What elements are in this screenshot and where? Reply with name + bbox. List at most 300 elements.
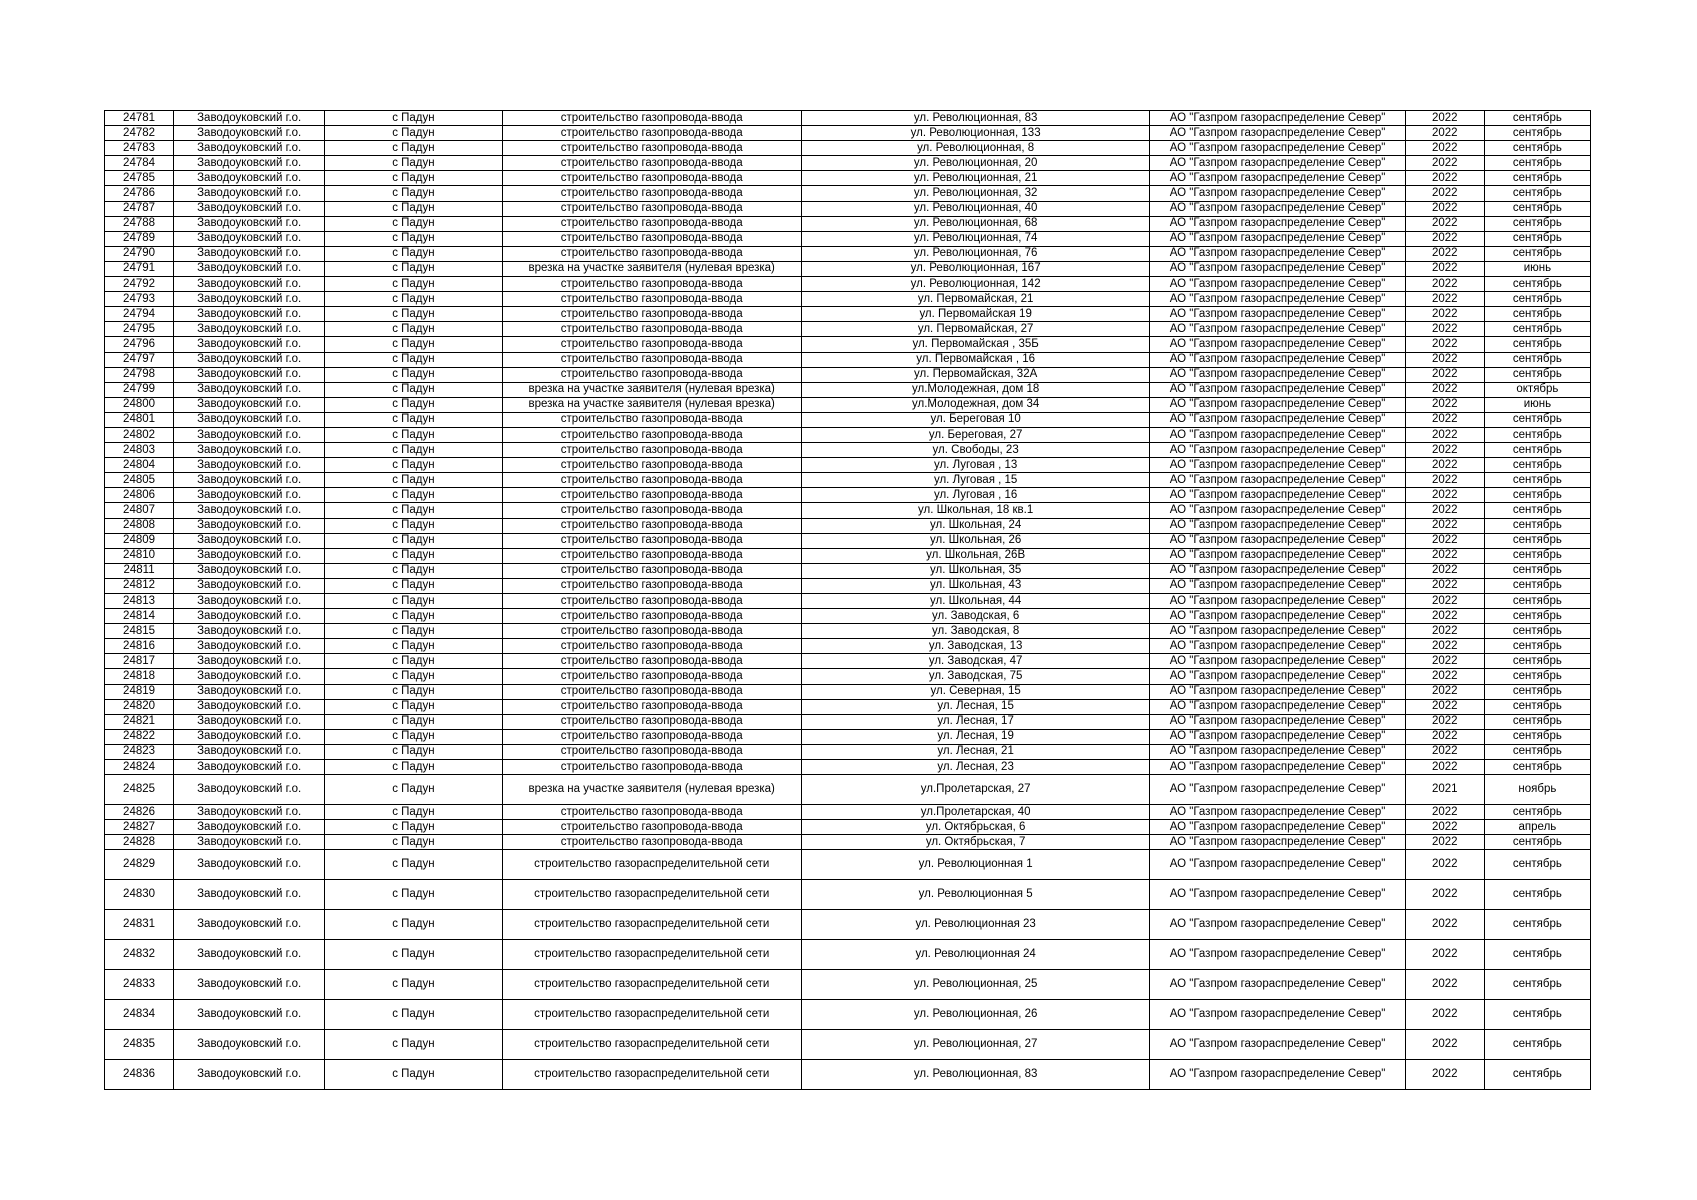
table-row [105, 186, 1591, 201]
cell-organization: АО "Газпром газораспределение Север" [1150, 126, 1405, 141]
cell-organization: АО "Газпром газораспределение Север" [1150, 548, 1405, 563]
cell-number: 24792 [105, 277, 174, 292]
cell-district: Заводоуковский г.о. [174, 292, 325, 307]
cell-address: ул. Заводская, 75 [801, 669, 1149, 684]
cell-district: Заводоуковский г.о. [174, 126, 325, 141]
cell-work-type: строительство газопровода-ввода [502, 760, 801, 775]
cell-month: сентябрь [1484, 231, 1590, 246]
cell-month: сентябрь [1484, 699, 1590, 714]
cell-district: Заводоуковский г.о. [174, 412, 325, 427]
cell-year: 2022 [1405, 533, 1484, 548]
cell-work-type: строительство газопровода-ввода [502, 805, 801, 820]
cell-district: Заводоуковский г.о. [174, 277, 325, 292]
cell-district: Заводоуковский г.о. [174, 639, 325, 654]
cell-settlement: с Падун [325, 578, 502, 593]
cell-district: Заводоуковский г.о. [174, 111, 325, 126]
cell-number: 24835 [105, 1030, 174, 1060]
cell-month: сентябрь [1484, 458, 1590, 473]
cell-settlement: с Падун [325, 503, 502, 518]
cell-settlement: с Падун [325, 820, 502, 835]
cell-month: сентябрь [1484, 141, 1590, 156]
cell-settlement: с Падун [325, 760, 502, 775]
cell-address: ул. Первомайская 19 [801, 307, 1149, 322]
cell-year: 2022 [1405, 352, 1484, 367]
cell-year: 2022 [1405, 201, 1484, 216]
cell-district: Заводоуковский г.о. [174, 186, 325, 201]
cell-address: ул. Революционная, 68 [801, 216, 1149, 231]
cell-work-type: строительство газопровода-ввода [502, 292, 801, 307]
cell-work-type: строительство газораспределительной сети [502, 880, 801, 910]
cell-district: Заводоуковский г.о. [174, 261, 325, 276]
cell-district: Заводоуковский г.о. [174, 729, 325, 744]
cell-year: 2022 [1405, 729, 1484, 744]
cell-address: ул. Школьная, 44 [801, 594, 1149, 609]
cell-work-type: врезка на участке заявителя (нулевая врезка) [502, 775, 801, 805]
cell-year: 2022 [1405, 624, 1484, 639]
cell-number: 24810 [105, 548, 174, 563]
table-row [105, 458, 1591, 473]
table-row [105, 503, 1591, 518]
table-row [105, 141, 1591, 156]
table-row [105, 201, 1591, 216]
cell-organization: АО "Газпром газораспределение Север" [1150, 397, 1405, 412]
cell-work-type: строительство газопровода-ввода [502, 548, 801, 563]
cell-organization: АО "Газпром газораспределение Север" [1150, 533, 1405, 548]
cell-year: 2022 [1405, 563, 1484, 578]
cell-address: ул. Лесная, 17 [801, 714, 1149, 729]
table-row [105, 277, 1591, 292]
cell-month: сентябрь [1484, 805, 1590, 820]
cell-month: июнь [1484, 397, 1590, 412]
table-row [105, 352, 1591, 367]
table-row [105, 367, 1591, 382]
cell-organization: АО "Газпром газораспределение Север" [1150, 307, 1405, 322]
table-row [105, 1030, 1591, 1060]
cell-year: 2022 [1405, 760, 1484, 775]
cell-year: 2022 [1405, 684, 1484, 699]
cell-work-type: строительство газопровода-ввода [502, 186, 801, 201]
cell-district: Заводоуковский г.о. [174, 533, 325, 548]
cell-year: 2022 [1405, 473, 1484, 488]
table-row [105, 518, 1591, 533]
cell-year: 2022 [1405, 1000, 1484, 1030]
table-row [105, 940, 1591, 970]
cell-settlement: с Падун [325, 412, 502, 427]
cell-district: Заводоуковский г.о. [174, 307, 325, 322]
cell-address: ул. Школьная, 35 [801, 563, 1149, 578]
table-body [105, 111, 1591, 1090]
cell-settlement: с Падун [325, 639, 502, 654]
cell-work-type: строительство газопровода-ввода [502, 216, 801, 231]
cell-district: Заводоуковский г.о. [174, 1030, 325, 1060]
cell-settlement: с Падун [325, 654, 502, 669]
cell-month: сентябрь [1484, 594, 1590, 609]
cell-address: ул. Первомайская, 21 [801, 292, 1149, 307]
cell-work-type: строительство газопровода-ввода [502, 367, 801, 382]
cell-year: 2022 [1405, 488, 1484, 503]
cell-organization: АО "Газпром газораспределение Север" [1150, 246, 1405, 261]
cell-district: Заводоуковский г.о. [174, 443, 325, 458]
cell-work-type: строительство газораспределительной сети [502, 940, 801, 970]
cell-number: 24806 [105, 488, 174, 503]
cell-year: 2022 [1405, 186, 1484, 201]
cell-district: Заводоуковский г.о. [174, 171, 325, 186]
cell-settlement: с Падун [325, 186, 502, 201]
cell-district: Заводоуковский г.о. [174, 458, 325, 473]
cell-year: 2022 [1405, 594, 1484, 609]
cell-work-type: строительство газопровода-ввода [502, 337, 801, 352]
cell-number: 24785 [105, 171, 174, 186]
table-row [105, 1000, 1591, 1030]
table-row [105, 578, 1591, 593]
cell-address: ул. Революционная, 74 [801, 231, 1149, 246]
cell-work-type: строительство газопровода-ввода [502, 307, 801, 322]
table-row [105, 654, 1591, 669]
cell-work-type: строительство газопровода-ввода [502, 231, 801, 246]
cell-month: сентябрь [1484, 654, 1590, 669]
cell-address: ул. Революционная, 25 [801, 970, 1149, 1000]
cell-district: Заводоуковский г.о. [174, 609, 325, 624]
cell-month: сентябрь [1484, 1060, 1590, 1090]
cell-number: 24782 [105, 126, 174, 141]
cell-year: 2022 [1405, 427, 1484, 442]
cell-address: ул.Пролетарская, 27 [801, 775, 1149, 805]
cell-year: 2022 [1405, 940, 1484, 970]
table-row [105, 246, 1591, 261]
cell-district: Заводоуковский г.о. [174, 699, 325, 714]
cell-number: 24811 [105, 563, 174, 578]
cell-month: сентябрь [1484, 322, 1590, 337]
cell-work-type: строительство газопровода-ввода [502, 714, 801, 729]
cell-number: 24829 [105, 850, 174, 880]
cell-address: ул. Школьная, 24 [801, 518, 1149, 533]
cell-year: 2022 [1405, 216, 1484, 231]
cell-work-type: строительство газопровода-ввода [502, 277, 801, 292]
cell-work-type: строительство газопровода-ввода [502, 352, 801, 367]
cell-district: Заводоуковский г.о. [174, 367, 325, 382]
cell-address: ул. Первомайская , 16 [801, 352, 1149, 367]
cell-number: 24797 [105, 352, 174, 367]
cell-address: ул. Школьная, 26В [801, 548, 1149, 563]
cell-settlement: с Падун [325, 488, 502, 503]
cell-year: 2022 [1405, 397, 1484, 412]
cell-address: ул. Школьная, 18 кв.1 [801, 503, 1149, 518]
cell-month: сентябрь [1484, 684, 1590, 699]
table-row [105, 744, 1591, 759]
cell-number: 24824 [105, 760, 174, 775]
cell-number: 24803 [105, 443, 174, 458]
cell-district: Заводоуковский г.о. [174, 427, 325, 442]
cell-year: 2022 [1405, 744, 1484, 759]
cell-number: 24818 [105, 669, 174, 684]
cell-district: Заводоуковский г.о. [174, 382, 325, 397]
cell-organization: АО "Газпром газораспределение Север" [1150, 624, 1405, 639]
cell-address: ул. Луговая , 16 [801, 488, 1149, 503]
cell-month: сентябрь [1484, 337, 1590, 352]
cell-year: 2022 [1405, 639, 1484, 654]
cell-month: октябрь [1484, 382, 1590, 397]
cell-district: Заводоуковский г.о. [174, 805, 325, 820]
cell-address: ул. Революционная, 8 [801, 141, 1149, 156]
cell-year: 2022 [1405, 171, 1484, 186]
cell-month: апрель [1484, 820, 1590, 835]
cell-district: Заводоуковский г.о. [174, 1000, 325, 1030]
table-row [105, 292, 1591, 307]
cell-month: сентябрь [1484, 624, 1590, 639]
cell-year: 2022 [1405, 910, 1484, 940]
cell-year: 2022 [1405, 307, 1484, 322]
cell-organization: АО "Газпром газораспределение Север" [1150, 880, 1405, 910]
cell-number: 24830 [105, 880, 174, 910]
cell-month: сентябрь [1484, 970, 1590, 1000]
table-row [105, 443, 1591, 458]
table-row [105, 488, 1591, 503]
cell-district: Заводоуковский г.о. [174, 850, 325, 880]
table-row [105, 171, 1591, 186]
cell-settlement: с Падун [325, 322, 502, 337]
table-row [105, 231, 1591, 246]
cell-year: 2022 [1405, 805, 1484, 820]
cell-address: ул. Береговая, 27 [801, 427, 1149, 442]
cell-year: 2022 [1405, 850, 1484, 880]
cell-address: ул. Первомайская, 27 [801, 322, 1149, 337]
cell-number: 24783 [105, 141, 174, 156]
cell-number: 24790 [105, 246, 174, 261]
cell-year: 2022 [1405, 699, 1484, 714]
table-row [105, 775, 1591, 805]
table-row [105, 760, 1591, 775]
table-row [105, 261, 1591, 276]
cell-district: Заводоуковский г.о. [174, 548, 325, 563]
cell-settlement: с Падун [325, 126, 502, 141]
cell-month: ноябрь [1484, 775, 1590, 805]
cell-month: сентябрь [1484, 760, 1590, 775]
cell-year: 2022 [1405, 578, 1484, 593]
cell-work-type: строительство газопровода-ввода [502, 111, 801, 126]
cell-district: Заводоуковский г.о. [174, 563, 325, 578]
cell-organization: АО "Газпром газораспределение Север" [1150, 744, 1405, 759]
cell-month: сентябрь [1484, 578, 1590, 593]
table-row [105, 533, 1591, 548]
cell-address: ул. Революционная 1 [801, 850, 1149, 880]
cell-number: 24822 [105, 729, 174, 744]
cell-district: Заводоуковский г.о. [174, 654, 325, 669]
cell-number: 24815 [105, 624, 174, 639]
cell-settlement: с Падун [325, 141, 502, 156]
cell-address: ул. Революционная, 27 [801, 1030, 1149, 1060]
cell-work-type: врезка на участке заявителя (нулевая врезка) [502, 382, 801, 397]
cell-number: 24801 [105, 412, 174, 427]
cell-address: ул. Заводская, 8 [801, 624, 1149, 639]
cell-work-type: строительство газопровода-ввода [502, 654, 801, 669]
table-row [105, 624, 1591, 639]
cell-organization: АО "Газпром газораспределение Север" [1150, 231, 1405, 246]
cell-settlement: с Падун [325, 775, 502, 805]
cell-organization: АО "Газпром газораспределение Север" [1150, 1060, 1405, 1090]
cell-district: Заводоуковский г.о. [174, 940, 325, 970]
cell-number: 24825 [105, 775, 174, 805]
cell-settlement: с Падун [325, 880, 502, 910]
cell-district: Заводоуковский г.о. [174, 322, 325, 337]
cell-address: ул. Революционная, 32 [801, 186, 1149, 201]
cell-year: 2022 [1405, 548, 1484, 563]
cell-settlement: с Падун [325, 307, 502, 322]
cell-address: ул. Революционная, 76 [801, 246, 1149, 261]
cell-address: ул. Революционная, 167 [801, 261, 1149, 276]
table-row [105, 729, 1591, 744]
cell-address: ул. Революционная 24 [801, 940, 1149, 970]
cell-settlement: с Падун [325, 624, 502, 639]
cell-year: 2022 [1405, 292, 1484, 307]
cell-number: 24819 [105, 684, 174, 699]
table-row [105, 669, 1591, 684]
cell-month: сентябрь [1484, 443, 1590, 458]
cell-organization: АО "Газпром газораспределение Север" [1150, 322, 1405, 337]
cell-month: сентябрь [1484, 126, 1590, 141]
cell-work-type: строительство газопровода-ввода [502, 820, 801, 835]
cell-address: ул. Революционная 5 [801, 880, 1149, 910]
cell-district: Заводоуковский г.о. [174, 624, 325, 639]
cell-year: 2022 [1405, 126, 1484, 141]
cell-year: 2022 [1405, 277, 1484, 292]
cell-year: 2022 [1405, 880, 1484, 910]
cell-organization: АО "Газпром газораспределение Север" [1150, 760, 1405, 775]
cell-address: ул. Лесная, 15 [801, 699, 1149, 714]
cell-district: Заводоуковский г.о. [174, 488, 325, 503]
cell-settlement: с Падун [325, 805, 502, 820]
cell-month: июнь [1484, 261, 1590, 276]
cell-year: 2022 [1405, 246, 1484, 261]
cell-work-type: строительство газопровода-ввода [502, 156, 801, 171]
cell-year: 2022 [1405, 1060, 1484, 1090]
cell-district: Заводоуковский г.о. [174, 503, 325, 518]
table-row [105, 639, 1591, 654]
cell-month: сентябрь [1484, 880, 1590, 910]
cell-settlement: с Падун [325, 548, 502, 563]
cell-settlement: с Падун [325, 397, 502, 412]
cell-work-type: строительство газопровода-ввода [502, 609, 801, 624]
cell-year: 2022 [1405, 111, 1484, 126]
cell-number: 24827 [105, 820, 174, 835]
cell-year: 2021 [1405, 775, 1484, 805]
cell-address: ул. Революционная, 133 [801, 126, 1149, 141]
cell-work-type: врезка на участке заявителя (нулевая врезка) [502, 397, 801, 412]
cell-address: ул.Пролетарская, 40 [801, 805, 1149, 820]
cell-district: Заводоуковский г.о. [174, 578, 325, 593]
cell-settlement: с Падун [325, 458, 502, 473]
cell-district: Заводоуковский г.о. [174, 473, 325, 488]
cell-month: сентябрь [1484, 488, 1590, 503]
cell-address: ул. Заводская, 6 [801, 609, 1149, 624]
cell-work-type: строительство газопровода-ввода [502, 594, 801, 609]
cell-number: 24812 [105, 578, 174, 593]
cell-year: 2022 [1405, 322, 1484, 337]
cell-year: 2022 [1405, 714, 1484, 729]
cell-organization: АО "Газпром газораспределение Север" [1150, 578, 1405, 593]
cell-number: 24789 [105, 231, 174, 246]
cell-work-type: строительство газораспределительной сети [502, 850, 801, 880]
table-row [105, 473, 1591, 488]
cell-settlement: с Падун [325, 171, 502, 186]
cell-organization: АО "Газпром газораспределение Север" [1150, 427, 1405, 442]
cell-work-type: строительство газопровода-ввода [502, 729, 801, 744]
cell-organization: АО "Газпром газораспределение Север" [1150, 654, 1405, 669]
cell-address: ул. Школьная, 43 [801, 578, 1149, 593]
cell-number: 24833 [105, 970, 174, 1000]
cell-work-type: строительство газопровода-ввода [502, 578, 801, 593]
cell-settlement: с Падун [325, 594, 502, 609]
cell-number: 24791 [105, 261, 174, 276]
cell-number: 24784 [105, 156, 174, 171]
cell-district: Заводоуковский г.о. [174, 880, 325, 910]
cell-settlement: с Падун [325, 744, 502, 759]
cell-organization: АО "Газпром газораспределение Север" [1150, 503, 1405, 518]
cell-organization: АО "Газпром газораспределение Север" [1150, 277, 1405, 292]
cell-address: ул. Революционная 23 [801, 910, 1149, 940]
cell-month: сентябрь [1484, 156, 1590, 171]
cell-number: 24826 [105, 805, 174, 820]
cell-number: 24794 [105, 307, 174, 322]
cell-settlement: с Падун [325, 382, 502, 397]
cell-address: ул. Береговая 10 [801, 412, 1149, 427]
cell-year: 2022 [1405, 367, 1484, 382]
table-row [105, 880, 1591, 910]
cell-year: 2022 [1405, 970, 1484, 1000]
cell-district: Заводоуковский г.о. [174, 970, 325, 1000]
cell-work-type: строительство газопровода-ввода [502, 427, 801, 442]
cell-work-type: строительство газопровода-ввода [502, 639, 801, 654]
cell-number: 24798 [105, 367, 174, 382]
cell-organization: АО "Газпром газораспределение Север" [1150, 382, 1405, 397]
cell-number: 24781 [105, 111, 174, 126]
cell-settlement: с Падун [325, 261, 502, 276]
cell-address: ул. Первомайская , 35Б [801, 337, 1149, 352]
cell-organization: АО "Газпром газораспределение Север" [1150, 940, 1405, 970]
cell-number: 24804 [105, 458, 174, 473]
cell-number: 24788 [105, 216, 174, 231]
cell-settlement: с Падун [325, 246, 502, 261]
cell-address: ул. Революционная, 40 [801, 201, 1149, 216]
cell-district: Заводоуковский г.о. [174, 352, 325, 367]
cell-month: сентябрь [1484, 850, 1590, 880]
cell-district: Заводоуковский г.о. [174, 141, 325, 156]
cell-organization: АО "Газпром газораспределение Север" [1150, 156, 1405, 171]
cell-organization: АО "Газпром газораспределение Север" [1150, 729, 1405, 744]
cell-organization: АО "Газпром газораспределение Север" [1150, 352, 1405, 367]
cell-organization: АО "Газпром газораспределение Север" [1150, 367, 1405, 382]
cell-address: ул. Свободы, 23 [801, 443, 1149, 458]
cell-district: Заводоуковский г.о. [174, 518, 325, 533]
cell-number: 24787 [105, 201, 174, 216]
cell-month: сентябрь [1484, 548, 1590, 563]
cell-organization: АО "Газпром газораспределение Север" [1150, 261, 1405, 276]
cell-organization: АО "Газпром газораспределение Север" [1150, 292, 1405, 307]
cell-district: Заводоуковский г.о. [174, 231, 325, 246]
cell-settlement: с Падун [325, 940, 502, 970]
table-row [105, 216, 1591, 231]
cell-number: 24793 [105, 292, 174, 307]
cell-number: 24809 [105, 533, 174, 548]
cell-year: 2022 [1405, 382, 1484, 397]
cell-month: сентябрь [1484, 216, 1590, 231]
cell-work-type: строительство газопровода-ввода [502, 412, 801, 427]
cell-organization: АО "Газпром газораспределение Север" [1150, 609, 1405, 624]
cell-number: 24817 [105, 654, 174, 669]
cell-organization: АО "Газпром газораспределение Север" [1150, 850, 1405, 880]
cell-organization: АО "Газпром газораспределение Север" [1150, 412, 1405, 427]
table-row [105, 307, 1591, 322]
cell-district: Заводоуковский г.о. [174, 744, 325, 759]
